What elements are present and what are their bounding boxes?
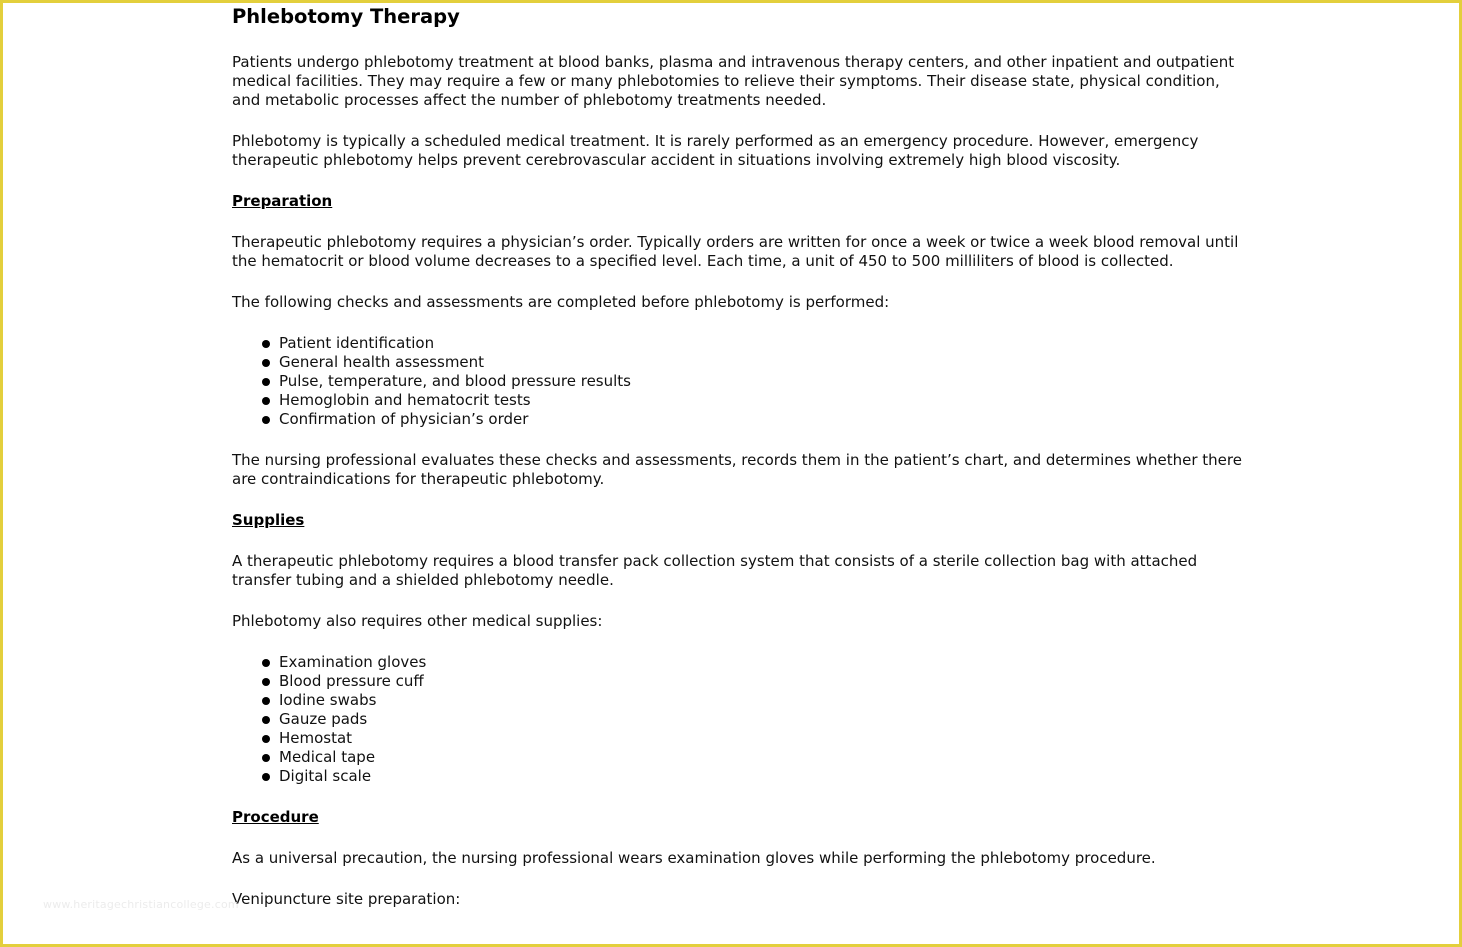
watermark-text: www.heritagechristiancollege.com	[43, 898, 239, 911]
list-item: Hemoglobin and hematocrit tests	[232, 391, 1252, 410]
page-title: Phlebotomy Therapy	[232, 5, 460, 28]
list-item: Pulse, temperature, and blood pressure results	[232, 372, 1252, 391]
supplies-list	[232, 653, 1252, 786]
list-item: Iodine swabs	[232, 691, 1252, 710]
list-item: General health assessment	[232, 353, 1252, 372]
checks-list	[232, 334, 1252, 429]
list-item: Examination gloves	[232, 653, 1252, 672]
procedure-paragraph-2: Venipuncture site preparation:	[232, 890, 461, 908]
intro-paragraph-1: Patients undergo phlebotomy treatment at blood banks, plasma and intravenous therapy centers, and other inpatient and outpatient medical facilities. They may require a few or many phlebotomies to relieve their symptoms. Their disease state, physical condition, and metabolic processes affect the number of phlebotomy treatments needed.	[232, 53, 1235, 109]
section-heading-supplies: Supplies	[232, 511, 305, 529]
section-heading-procedure: Procedure	[232, 808, 319, 826]
list-item: Patient identification	[232, 334, 1252, 353]
supplies-paragraph-1: A therapeutic phlebotomy requires a blood transfer pack collection system that consists of a sterile collection bag with attached transfer tubing and a shielded phlebotomy needle.	[232, 552, 1198, 589]
supplies-paragraph-2: Phlebotomy also requires other medical supplies:	[232, 612, 603, 630]
section-heading-preparation: Preparation	[232, 192, 333, 210]
procedure-paragraph-1: As a universal precaution, the nursing professional wears examination gloves while performing the phlebotomy procedure.	[232, 849, 1156, 867]
list-item: Gauze pads	[232, 710, 1252, 729]
preparation-paragraph-3: The nursing professional evaluates these checks and assessments, records them in the patient’s chart, and determines whether there are contraindications for therapeutic phlebotomy.	[232, 451, 1242, 488]
list-item: Medical tape	[232, 748, 1252, 767]
document-body	[232, 5, 1252, 931]
list-item: Digital scale	[232, 767, 1252, 786]
intro-paragraph-2: Phlebotomy is typically a scheduled medical treatment. It is rarely performed as an emergency procedure. However, emergency therapeutic phlebotomy helps prevent cerebrovascular accident in situations involving extremely high blood viscosity.	[232, 132, 1199, 169]
list-item: Blood pressure cuff	[232, 672, 1252, 691]
list-item: Confirmation of physician’s order	[232, 410, 1252, 429]
preparation-paragraph-2: The following checks and assessments are completed before phlebotomy is performed:	[232, 293, 890, 311]
preparation-paragraph-1: Therapeutic phlebotomy requires a physician’s order. Typically orders are written for once a week or twice a week blood removal until the hematocrit or blood volume decreases to a specified level. Each time, a unit of 450 to 500 milliliters of blood is collected.	[232, 233, 1239, 270]
list-item: Hemostat	[232, 729, 1252, 748]
